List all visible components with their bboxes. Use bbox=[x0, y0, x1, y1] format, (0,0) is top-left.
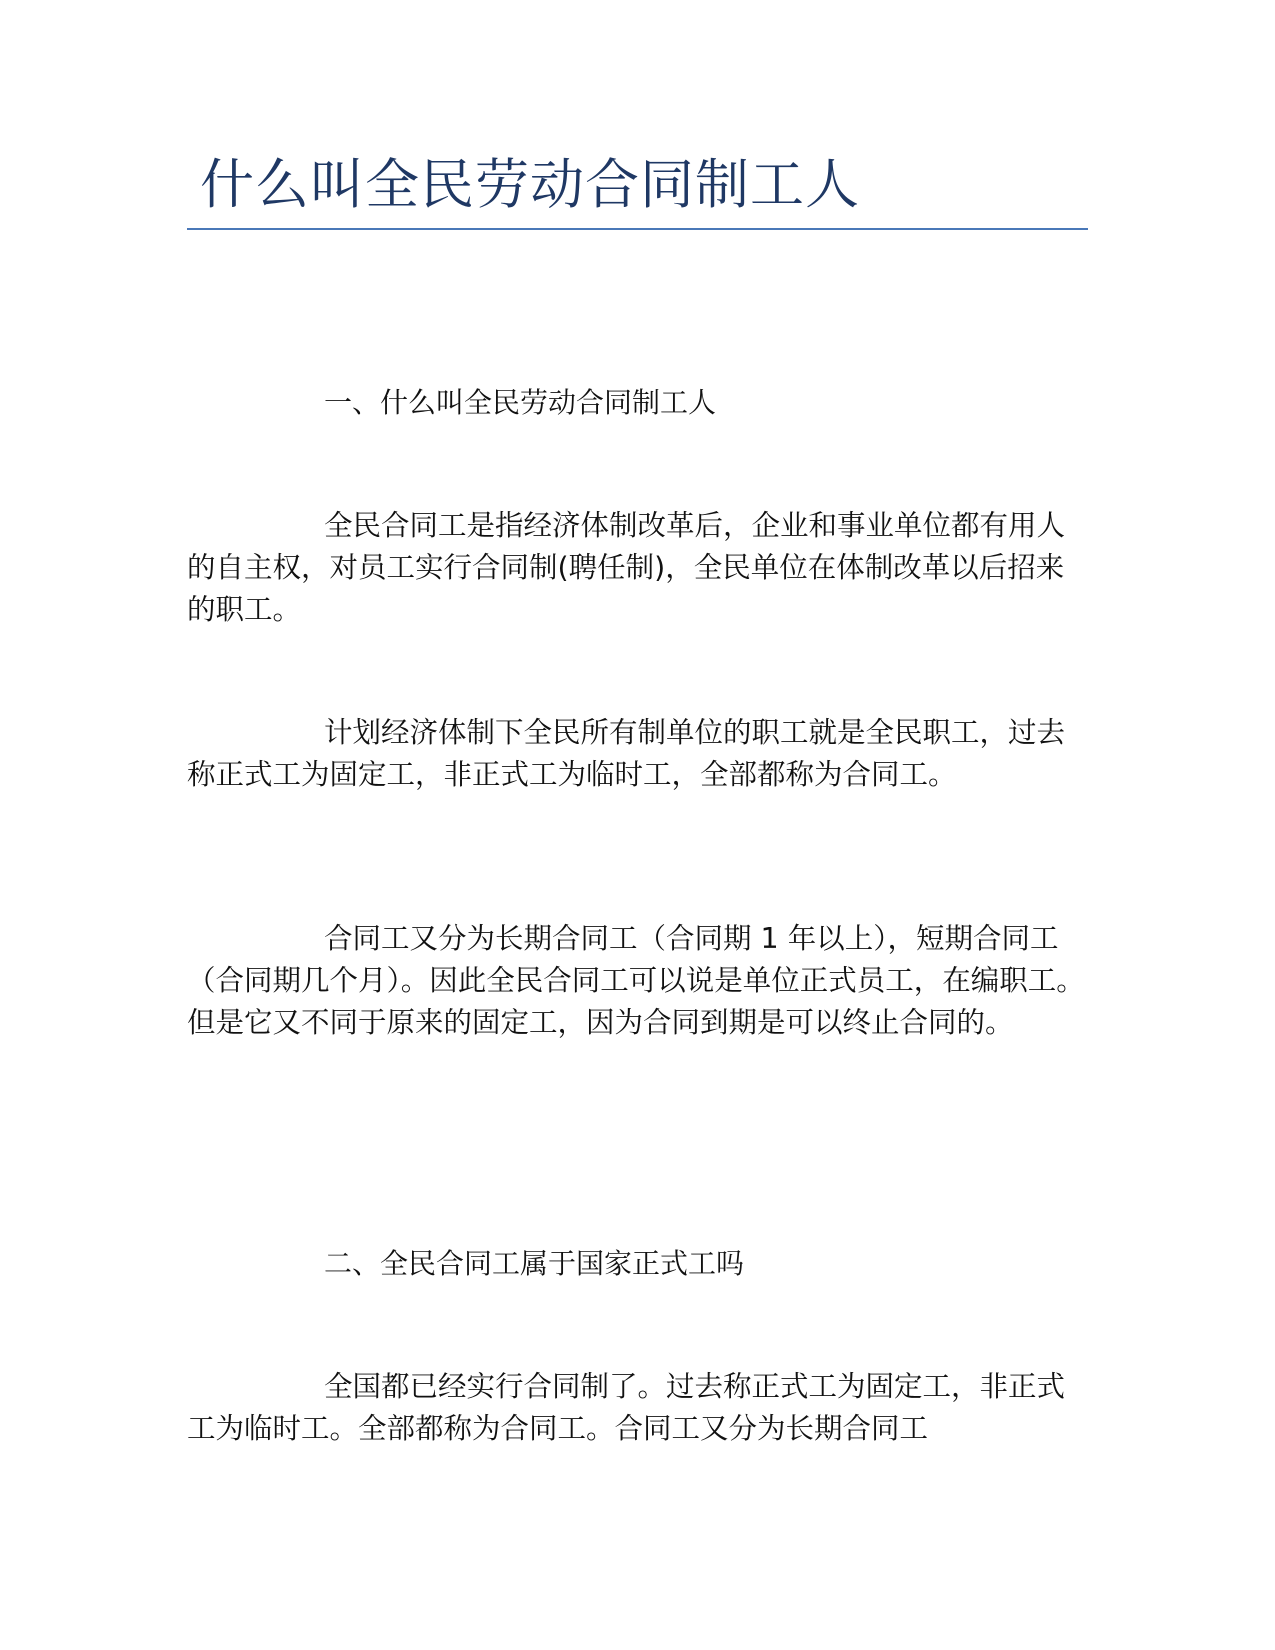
section-1-paragraph-3: 合同工又分为长期合同工（合同期 1 年以上），短期合同工（合同期几个月）。因此全民合同工可以说是单位正式员工，在编职工。但是它又不同于原来的固定工，因为合同到期是可以终止合同的。 bbox=[187, 922, 1085, 1039]
section-2-heading: 二、全民合同工属于国家正式工吗 bbox=[324, 1247, 745, 1280]
section-1-paragraph-2: 计划经济体制下全民所有制单位的职工就是全民职工，过去称正式工为固定工，非正式工为临时工，全部都称为合同工。 bbox=[187, 716, 1066, 791]
section-2-paragraph-1: 全国都已经实行合同制了。过去称正式工为固定工，非正式工为临时工。全部都称为合同工。合同工又分为长期合同工 bbox=[187, 1370, 1066, 1445]
section-1-heading: 一、什么叫全民劳动合同制工人 bbox=[324, 386, 717, 419]
document-title: 什么叫全民劳动合同制工人 bbox=[200, 153, 860, 216]
section-1-paragraph-1: 全民合同工是指经济体制改革后，企业和事业单位都有用人的自主权，对员工实行合同制(聘任制)，全民单位在体制改革以后招来的职工。 bbox=[187, 509, 1066, 626]
title-underline bbox=[187, 228, 1088, 230]
